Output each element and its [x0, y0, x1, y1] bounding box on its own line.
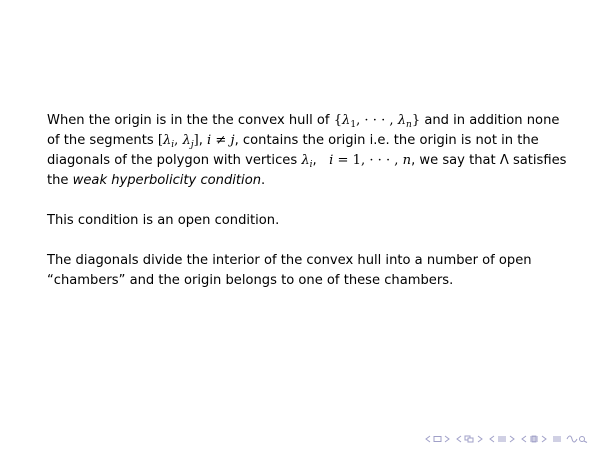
nav-slide-forward-icon[interactable]	[540, 435, 548, 443]
paragraph-weak-hyperbolicity	[47, 111, 567, 191]
math-lambda: λ	[301, 153, 310, 168]
paragraph-chambers: The diagonals divide the interior of the convex hull into a number of open “chambers” and the origin belongs to one of these chambers.	[47, 253, 532, 288]
nav-subsection-group	[455, 435, 484, 443]
nav-search-group	[566, 435, 588, 443]
nav-section-back-icon[interactable]	[488, 435, 496, 443]
nav-align-icon[interactable]	[552, 435, 562, 443]
nav-section-icon	[497, 435, 507, 443]
nav-slide-back-icon[interactable]	[520, 435, 528, 443]
math-lambda: λ	[182, 133, 191, 148]
math-comma: ,	[174, 133, 183, 148]
math-var-n: n	[402, 153, 412, 168]
nav-subsection-icon	[464, 435, 475, 443]
text: and in addition none of the segments	[47, 113, 560, 148]
math-var-i: i	[207, 133, 212, 148]
nav-subsection-back-icon[interactable]	[455, 435, 463, 443]
nav-align-group	[552, 435, 562, 443]
nav-frame-forward-icon[interactable]	[443, 435, 451, 443]
text: ,	[312, 153, 330, 168]
slide-content	[47, 111, 567, 311]
math-var-j: j	[230, 133, 235, 148]
nav-frame-group	[424, 435, 451, 443]
math-subscript: 1	[350, 120, 357, 130]
math-var-i: i	[329, 153, 334, 168]
math-lambda: λ	[162, 133, 172, 148]
text: .	[261, 173, 266, 188]
text: , we say that Λ satisfies the	[47, 153, 567, 188]
nav-frame-icon	[433, 435, 442, 443]
math-bracket-open: [	[157, 133, 163, 148]
nav-search-icon[interactable]	[566, 435, 588, 443]
nav-slide-icon	[529, 435, 539, 443]
math-range: = 1, · · · ,	[333, 153, 403, 168]
paragraph-open-condition: This condition is an open condition.	[47, 213, 280, 228]
nav-frame-back-icon[interactable]	[424, 435, 432, 443]
math-subscript: i	[309, 160, 313, 170]
math-dots: , · · · ,	[356, 113, 398, 128]
math-subscript: n	[406, 120, 412, 130]
math-brace-open: {	[333, 113, 343, 128]
math-brace-close: }	[411, 113, 421, 128]
nav-section-forward-icon[interactable]	[508, 435, 516, 443]
emphasis-term: weak hyperbolicity condition	[72, 173, 262, 188]
math-bracket-close: ]	[193, 133, 199, 148]
nav-subsection-forward-icon[interactable]	[476, 435, 484, 443]
text: ,	[198, 133, 208, 148]
beamer-navigation-bar	[424, 433, 588, 445]
nav-slide-group	[520, 435, 548, 443]
text: When the origin is in the the convex hull of	[47, 113, 334, 128]
math-lambda: λ	[397, 113, 407, 128]
math-subscript: i	[171, 140, 175, 150]
math-subscript: j	[190, 140, 194, 150]
math-not-equal: ≠	[211, 133, 231, 148]
math-lambda: λ	[342, 113, 351, 128]
text: , contains the origin i.e. the origin is not in the diagonals of the polygon with vertices	[47, 133, 539, 168]
nav-section-group	[488, 435, 516, 443]
